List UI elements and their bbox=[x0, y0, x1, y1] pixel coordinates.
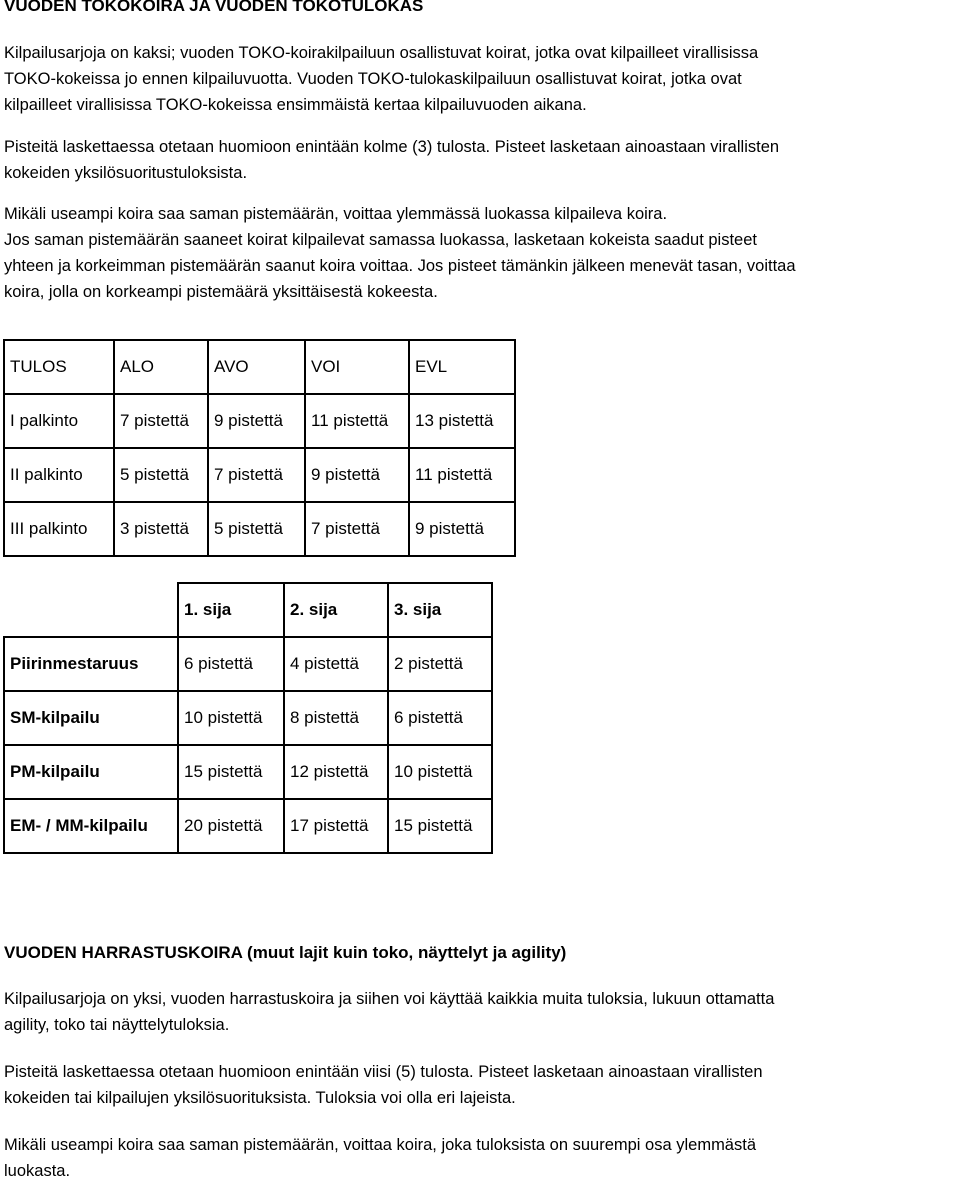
text-line: Mikäli useampi koira saa saman pistemäärän, voittaa koira, joka tuloksista on suurempi osa ylemmästä bbox=[4, 1136, 756, 1154]
table-cell: III palkinto bbox=[4, 502, 114, 556]
table-cell: 10 pistettä bbox=[178, 691, 284, 745]
table-header-cell: VOI bbox=[305, 340, 409, 394]
text-line: TOKO-kokeissa jo ennen kilpailuvuotta. Vuoden TOKO-tulokaskilpailuun osallistuvat koirat, jotka ovat bbox=[4, 70, 742, 88]
table-header-row bbox=[4, 583, 492, 637]
table-cell: 10 pistettä bbox=[388, 745, 492, 799]
table-row-label: PM-kilpailu bbox=[4, 745, 178, 799]
table-cell: II palkinto bbox=[4, 448, 114, 502]
table-header-cell: 1. sija bbox=[178, 583, 284, 637]
table-cell: 17 pistettä bbox=[284, 799, 388, 853]
table-row bbox=[4, 637, 492, 691]
table-header-cell: TULOS bbox=[4, 340, 114, 394]
table-row bbox=[4, 502, 515, 556]
text-line: koira, jolla on korkeampi pistemäärä yksittäisestä kokeesta. bbox=[4, 283, 438, 301]
table-row bbox=[4, 799, 492, 853]
table-row bbox=[4, 691, 492, 745]
text-line: Mikäli useampi koira saa saman pistemäärän, voittaa ylemmässä luokassa kilpaileva koira. bbox=[4, 205, 668, 223]
text-line: Kilpailusarjoja on kaksi; vuoden TOKO-koirakilpailuun osallistuvat koirat, jotka ovat kilpailleet virallisissa bbox=[4, 44, 759, 62]
text-line: agility, toko tai näyttelytuloksia. bbox=[4, 1016, 230, 1034]
table-cell: 15 pistettä bbox=[388, 799, 492, 853]
text-line: Kilpailusarjoja on yksi, vuoden harrastuskoira ja siihen voi käyttää kaikkia muita tuloksia, lukuun ottamatta bbox=[4, 990, 775, 1008]
table-cell: 5 pistettä bbox=[114, 448, 208, 502]
table-cell: 6 pistettä bbox=[388, 691, 492, 745]
paragraph-harrastus-points bbox=[4, 1059, 763, 1111]
table-cell: 7 pistettä bbox=[305, 502, 409, 556]
paragraph-harrastus-series bbox=[4, 986, 774, 1038]
section-title-harrastus: VUODEN HARRASTUSKOIRA (muut lajit kuin toko, näyttelyt ja agility) bbox=[4, 943, 567, 962]
competition-points-table bbox=[3, 582, 493, 854]
section-title-toko: VUODEN TOKOKOIRA JA VUODEN TOKOTULOKAS bbox=[4, 0, 424, 15]
table-cell: I palkinto bbox=[4, 394, 114, 448]
table-cell: 9 pistettä bbox=[208, 394, 305, 448]
table-cell: 15 pistettä bbox=[178, 745, 284, 799]
table-cell: 6 pistettä bbox=[178, 637, 284, 691]
table-header-cell: AVO bbox=[208, 340, 305, 394]
table-row-label: Piirinmestaruus bbox=[4, 637, 178, 691]
table-header-cell: 3. sija bbox=[388, 583, 492, 637]
table-cell: 9 pistettä bbox=[305, 448, 409, 502]
table-cell: 2 pistettä bbox=[388, 637, 492, 691]
paragraph-toko-points bbox=[4, 134, 779, 186]
table-row bbox=[4, 745, 492, 799]
text-line: Jos saman pistemäärän saaneet koirat kilpailevat samassa luokassa, lasketaan kokeista saadut pisteet bbox=[4, 231, 757, 249]
results-points-table bbox=[3, 339, 516, 557]
text-line: kokeiden tai kilpailujen yksilösuorituksista. Tuloksia voi olla eri lajeista. bbox=[4, 1089, 516, 1107]
table-header-cell: EVL bbox=[409, 340, 515, 394]
table-row-label: SM-kilpailu bbox=[4, 691, 178, 745]
table-row-label: EM- / MM-kilpailu bbox=[4, 799, 178, 853]
table-cell: 11 pistettä bbox=[305, 394, 409, 448]
table-cell: 7 pistettä bbox=[208, 448, 305, 502]
table-cell: 12 pistettä bbox=[284, 745, 388, 799]
table-cell: 5 pistettä bbox=[208, 502, 305, 556]
paragraph-toko-tiebreak bbox=[4, 201, 796, 305]
table-header-cell: ALO bbox=[114, 340, 208, 394]
paragraph-toko-series bbox=[4, 40, 758, 118]
table-row bbox=[4, 394, 515, 448]
paragraph-harrastus-tiebreak bbox=[4, 1132, 756, 1184]
table-cell: 9 pistettä bbox=[409, 502, 515, 556]
table-cell: 20 pistettä bbox=[178, 799, 284, 853]
table-cell: 13 pistettä bbox=[409, 394, 515, 448]
table-cell: 7 pistettä bbox=[114, 394, 208, 448]
table-cell: 3 pistettä bbox=[114, 502, 208, 556]
table-header-row bbox=[4, 340, 515, 394]
table-header-cell: 2. sija bbox=[284, 583, 388, 637]
table-cell: 4 pistettä bbox=[284, 637, 388, 691]
table-row bbox=[4, 448, 515, 502]
table-cell: 11 pistettä bbox=[409, 448, 515, 502]
text-line: kilpailleet virallisissa TOKO-kokeissa ensimmäistä kertaa kilpailuvuoden aikana. bbox=[4, 96, 587, 114]
table-header-cell-empty bbox=[4, 583, 178, 637]
table-cell: 8 pistettä bbox=[284, 691, 388, 745]
text-line: luokasta. bbox=[4, 1162, 71, 1180]
text-line: kokeiden yksilösuoritustuloksista. bbox=[4, 164, 248, 182]
text-line: yhteen ja korkeimman pistemäärän saanut koira voittaa. Jos pisteet tämänkin jälkeen menevät tasan, voittaa bbox=[4, 257, 796, 275]
text-line: Pisteitä laskettaessa otetaan huomioon enintään viisi (5) tulosta. Pisteet lasketaan ainoastaan virallisten bbox=[4, 1063, 763, 1081]
text-line: Pisteitä laskettaessa otetaan huomioon enintään kolme (3) tulosta. Pisteet lasketaan ainoastaan virallisten bbox=[4, 138, 780, 156]
